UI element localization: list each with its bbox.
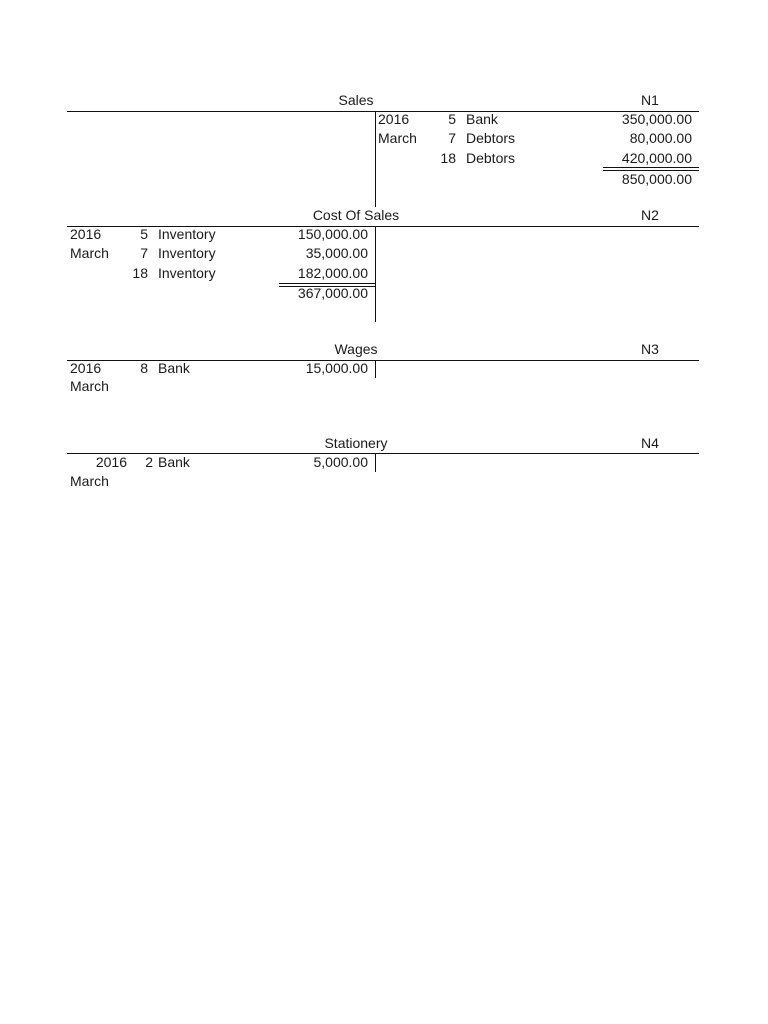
debit-day: 2 xyxy=(145,454,153,470)
debit-amount: 35,000.00 xyxy=(305,245,368,261)
credit-amount: 420,000.00 xyxy=(621,150,692,166)
debit-desc: Inventory xyxy=(158,245,216,261)
account-code: N1 xyxy=(641,92,659,108)
account-code: N2 xyxy=(641,207,659,223)
debit-amount: 150,000.00 xyxy=(297,226,368,242)
debit-desc: Bank xyxy=(158,454,190,470)
debit-month: March xyxy=(70,473,109,489)
debit-day: 8 xyxy=(140,360,148,376)
debit-year: 2016 xyxy=(70,360,102,376)
debit-year: 2016 xyxy=(70,226,102,242)
t-divider xyxy=(375,111,376,207)
total-rule xyxy=(279,283,375,284)
credit-desc: Bank xyxy=(466,111,498,127)
debit-total: 367,000.00 xyxy=(297,285,368,301)
account-code: N4 xyxy=(641,435,659,451)
credit-desc: Debtors xyxy=(466,130,516,146)
debit-day: 18 xyxy=(132,265,148,281)
account-title: Wages xyxy=(334,341,378,357)
debit-amount: 5,000.00 xyxy=(313,454,368,470)
account-title: Sales xyxy=(338,92,374,108)
credit-day: 7 xyxy=(448,130,456,146)
account-code: N3 xyxy=(641,341,659,357)
total-rule xyxy=(603,167,699,168)
t-divider xyxy=(375,226,376,322)
debit-desc: Inventory xyxy=(158,226,216,242)
credit-day: 18 xyxy=(440,150,456,166)
t-divider xyxy=(375,453,376,472)
credit-month: March xyxy=(378,130,417,146)
credit-amount: 80,000.00 xyxy=(629,130,692,146)
debit-amount: 15,000.00 xyxy=(305,360,368,376)
credit-day: 5 xyxy=(448,111,456,127)
account-title: Stationery xyxy=(324,435,388,451)
debit-month: March xyxy=(70,378,109,394)
account-title: Cost Of Sales xyxy=(312,207,400,223)
debit-month: March xyxy=(70,245,109,261)
debit-desc: Inventory xyxy=(158,265,216,281)
debit-desc: Bank xyxy=(158,360,190,376)
credit-year: 2016 xyxy=(378,111,410,127)
debit-day: 5 xyxy=(140,226,148,242)
debit-amount: 182,000.00 xyxy=(297,265,368,281)
credit-amount: 350,000.00 xyxy=(621,111,692,127)
credit-total: 850,000.00 xyxy=(621,171,692,187)
debit-year: 2016 xyxy=(95,454,127,470)
debit-day: 7 xyxy=(140,245,148,261)
t-divider xyxy=(375,360,376,378)
credit-desc: Debtors xyxy=(466,150,516,166)
